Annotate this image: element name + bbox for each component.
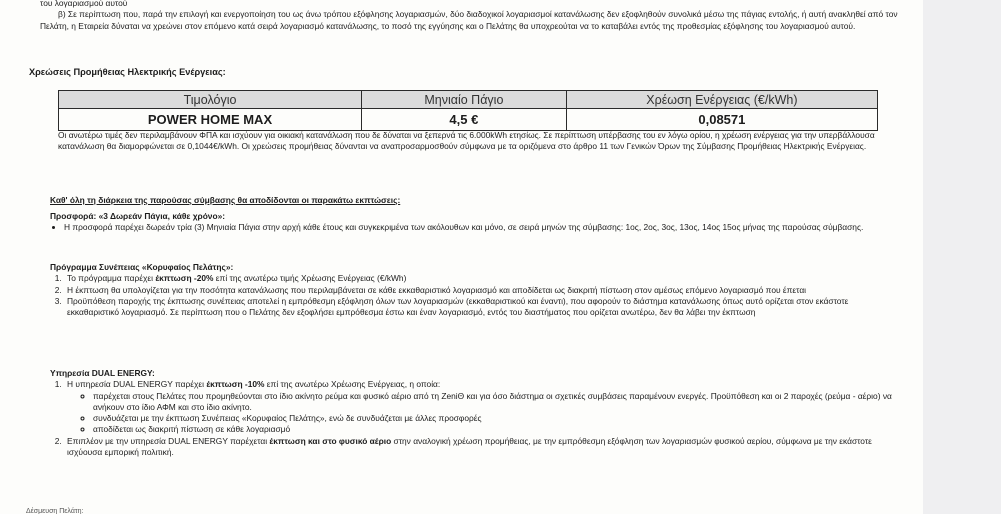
dual-sub-3: ◦ αποδίδεται ως διακριτή πίστωση σε κάθε λογαριασμό <box>93 424 900 435</box>
dual-item-2 <box>64 436 900 459</box>
intro-line-1: του λογαριασμού αυτού <box>40 0 128 8</box>
dual-item-1-pre: Η υπηρεσία DUAL ENERGY παρέχει <box>67 379 207 390</box>
tariff-table <box>58 90 878 131</box>
loyalty-section <box>50 262 900 318</box>
dual-title: Υπηρεσία DUAL ENERGY: <box>50 368 155 378</box>
dual-sublist <box>67 391 900 436</box>
dual-sub-2: ◦ συνδυάζεται με την έκπτωση Συνέπειας «Κορυφαίος Πελάτης», ενώ δε συνδυάζεται με άλλες προσφορές <box>93 413 900 424</box>
tariff-name: POWER HOME MAX <box>59 109 362 131</box>
dual-item-2-pre: Επιπλέον με την υπηρεσία DUAL ENERGY παρέχεται <box>67 435 270 446</box>
discounts-heading: Καθ' όλη τη διάρκεια της παρούσας σύμβασης θα αποδίδονται οι παρακάτω εκπτώσεις: <box>50 195 401 205</box>
loyalty-list <box>50 273 900 318</box>
offer-bullet: • Η προσφορά παρέχει δωρεάν τρία (3) Μηνιαία Πάγια στην αρχή κάθε έτους και συγκεκριμένα των ακόλουθων και μόνο, σε σειρά μηνών της σύμβασης: 1ος, 2ος, 3ος, 13ος, 14ος 15ος μήνας της παρούσας σύμβασης. <box>64 222 900 233</box>
loyalty-item-3: 3. Προϋπόθεση παροχής της έκπτωσης συνέπειας αποτελεί η εμπρόθεσμη εξόφληση όλων των λογαριασμών (εκκαθαριστικού και έναντι), που αφορούν το διάστημα κατανάλωσης όπως αυτό ορίζεται στον εκάστοτε εκκαθαριστικό λογαριασμό. Σε περίπτωση που ο Πελάτης δεν εξοφλήσει εμπρόθεσμα έστω και έναν λογαριασμό, εντός του διαστήματος που ορίζεται ανωτέρω, δεν θα λάβει την έκπτωση <box>64 296 900 319</box>
dual-energy-section <box>50 368 900 458</box>
dual-item-2-bold: έκπτωση και στο φυσικό αέριο <box>269 435 392 446</box>
loyalty-item-1-bold: έκπτωση -20% <box>155 273 214 284</box>
charges-heading: Χρεώσεις Προμήθειας Ηλεκτρικής Ενέργειας: <box>29 67 226 77</box>
client-commitment-heading: Δέσμευση Πελάτη: <box>26 508 84 514</box>
offer-title: Προσφορά: «3 Δωρεάν Πάγια, κάθε χρόνο»: <box>50 211 226 221</box>
loyalty-item-1-pre: Το πρόγραμμα παρέχει <box>67 273 156 284</box>
loyalty-item-1-post: επί της ανωτέρω τιμής Χρέωσης Ενέργειας (€/kWh) <box>213 273 407 284</box>
intro-section <box>40 0 900 32</box>
header-monthly-fee: Μηνιαίο Πάγιο <box>362 91 567 109</box>
dual-item-1-bold: έκπτωση -10% <box>206 379 265 390</box>
offer-list <box>50 222 900 233</box>
monthly-fee-value: 4,5 € <box>362 109 567 131</box>
loyalty-item-1 <box>64 273 900 284</box>
dual-item-1-post: επί της ανωτέρω Χρέωσης Ενέργειας, η οποία: <box>264 379 441 390</box>
dual-sub-1: ◦ παρέχεται στους Πελάτες που προμηθεύονται στο ίδιο ακίνητο ρεύμα και φυσικό αέριο από τη ZeniΘ και για όσο διάστημα οι σχετικές συμβάσεις παραμένουν ενεργές. Προϋπόθεση και οι 2 παροχές (ρεύμα - αέριο) να ανήκουν στο ίδιο ΑΦΜ και στο ίδιο ακίνητο. <box>93 391 900 414</box>
tariff-value-row <box>59 109 878 131</box>
dual-list <box>50 379 900 458</box>
header-tariff: Τιμολόγιο <box>59 91 362 109</box>
table-note: Οι ανωτέρω τιμές δεν περιλαμβάνουν ΦΠΑ και ισχύουν για οικιακή κατανάλωση που δε δύναται να ξεπερνά τις 6.000kWh ετησίως. Σε περίπτωση υπέρβασης του εν λόγω ορίου, η χρέωση ενέργειας για την υπερβάλλουσα κατανάλωση θα διαμορφώνεται σε 0,1044€/kWh. Οι χρεώσεις προμήθειας δύνανται να αναπροσαρμοσθούν σύμφωνα με τα οριζόμενα στο άρθρο 11 των Γενικών Όρων της Σύμβασης Προμήθειας Ηλεκτρικής Ενέργειας. <box>58 130 875 152</box>
loyalty-item-2: 2. Η έκπτωση θα υπολογίζεται για την ποσότητα κατανάλωσης που περιλαμβάνεται σε κάθε εκκαθαριστικό λογαριασμό και αποδίδεται ως διακριτή πίστωση στον αμέσως επόμενο λογαριασμό που έπεται <box>64 285 900 296</box>
viewer-side-panel <box>923 0 1001 514</box>
intro-paragraph-b: β) Σε περίπτωση που, παρά την επιλογή και ενεργοποίηση του ως άνω τρόπου εξόφλησης λογαριασμών, δύο διαδοχικοί λογαριασμοί κατανάλωσης δεν εξοφληθούν συνολικά μέσω της πάγιας εντολής, ή αυτή ανακληθεί από τον Πελάτη, η Εταιρεία δύναται να χρεώνει στον επόμενο κατά σειρά λογαριασμό κατανάλωσης, το ποσό της εγγύησης και ο Πελάτης θα υποχρεούται να το καταβάλει εντός της προθεσμίας εξόφλησης του λογαριασμού αυτού. <box>40 9 898 31</box>
energy-charge-value: 0,08571 <box>566 109 877 131</box>
dual-item-1 <box>64 379 900 435</box>
offer-section <box>50 211 900 234</box>
dual-item-2-post: στην αναλογική χρέωση προμήθειας, με την εμπρόθεσμη εξόφληση των λογαριασμών φυσικού αερίου, σύμφωνα με την εκάστοτε ισχύουσα εμπορική πολιτική. <box>67 435 872 458</box>
loyalty-title: Πρόγραμμα Συνέπειας «Κορυφαίος Πελάτης»: <box>50 262 234 272</box>
tariff-header-row <box>59 91 878 109</box>
header-energy-charge: Χρέωση Ενέργειας (€/kWh) <box>566 91 877 109</box>
